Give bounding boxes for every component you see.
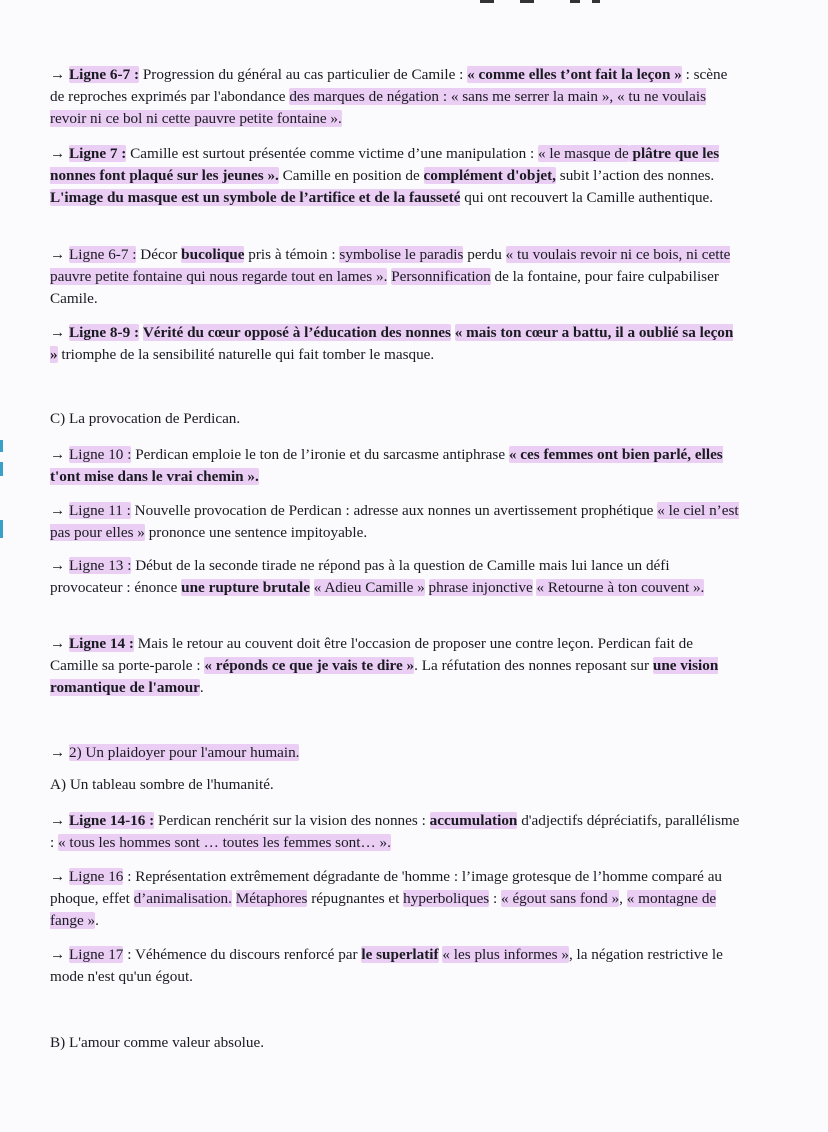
paragraph-ligne-7-victime: → Ligne 7 : Camille est surtout présentée comme victime d’une manipulation : « le masque de plâtre que les nonnes font plaqué sur les jeunes ». Camille en position de complément d'objet, subit l’action des nonnes. L'image du masque est un symbole de l’artifice et de la fausseté qui ont recouvert la Camille authentique. [50,145,720,206]
paragraph-ligne-14-retour: → Ligne 14 : Mais le retour au couvent doit être l'occasion de proposer une contre leçon. Perdican fait de Camille sa porte-parole : « réponds ce que je vais te dire ». La réfutation des nonnes reposant sur une vision romantique de l'amour. [50,635,719,696]
left-edge-mark [0,440,3,452]
section-heading-2-plaidoyer: → 2) Un plaidoyer pour l'amour humain. [50,744,300,761]
section-heading-a-tableau: A) Un tableau sombre de l'humanité. [50,776,274,793]
paragraph-ligne-14-16-vision: → Ligne 14-16 : Perdican renchérit sur la vision des nonnes : accumulation d'adjectifs dépréciatifs, parallélisme : « tous les hommes sont … toutes les femmes sont… ». [50,812,740,851]
paragraph-ligne-6-7-decor: → Ligne 6-7 : Décor bucolique pris à témoin : symbolise le paradis perdu « tu voulais revoir ni ce bois, ni cette pauvre petite fontaine qui nous regarde tout en lames ». Personnification de la fontaine, pour faire culpabiliser Camile. [50,246,731,307]
paragraph-ligne-10-ironie: → Ligne 10 : Perdican emploie le ton de l’ironie et du sarcasme antiphrase « ces femmes ont bien parlé, elles t'ont mise dans le vrai chemin ». [50,446,723,485]
paragraph-ligne-6-7-progression: → Ligne 6-7 : Progression du général au cas particulier de Camile : « comme elles t’ont fait la leçon » : scène de reproches exprimés par l'abondance des marques de négation : « sans me serrer la main », « tu ne voulais revoir ni ce bol ni cette pauvre petite fontaine ». [50,66,728,127]
top-edge-mark [520,0,534,3]
paragraph-ligne-16-representation: → Ligne 16 : Représentation extrêmement dégradante de 'homme : l’image grotesque de l’homme comparé au phoque, effet d’animalisation. Métaphores répugnantes et hyperboliques : « égout sans fond », « montagne de fange ». [50,868,723,929]
left-edge-mark [0,520,3,538]
paragraph-ligne-13-defi: → Ligne 13 : Début de la seconde tirade ne répond pas à la question de Camille mais lui lance un défi provocateur : énonce une rupture brutale « Adieu Camille » phrase injonctive « Retourne à ton couvent ». [50,557,705,596]
paragraph-ligne-11-avertissement: → Ligne 11 : Nouvelle provocation de Perdican : adresse aux nonnes un avertissement prophétique « le ciel n’est pas pour elles » prononce une sentence impitoyable. [50,502,739,541]
top-edge-mark [480,0,494,3]
section-heading-c-provocation: C) La provocation de Perdican. [50,410,241,427]
left-edge-mark [0,462,3,476]
top-edge-mark [592,0,600,3]
paragraph-ligne-8-9-verite: → Ligne 8-9 : Vérité du cœur opposé à l’éducation des nonnes « mais ton cœur a battu, il a oublié sa leçon » triomphe de la sensibilité naturelle qui fait tomber le masque. [50,324,734,363]
section-heading-b-amour: B) L'amour comme valeur absolue. [50,1034,265,1051]
paragraph-ligne-17-vehemence: → Ligne 17 : Véhémence du discours renforcé par le superlatif « les plus informes », la négation restrictive le mode n'est qu'un égout. [50,946,723,985]
top-edge-mark [570,0,580,3]
